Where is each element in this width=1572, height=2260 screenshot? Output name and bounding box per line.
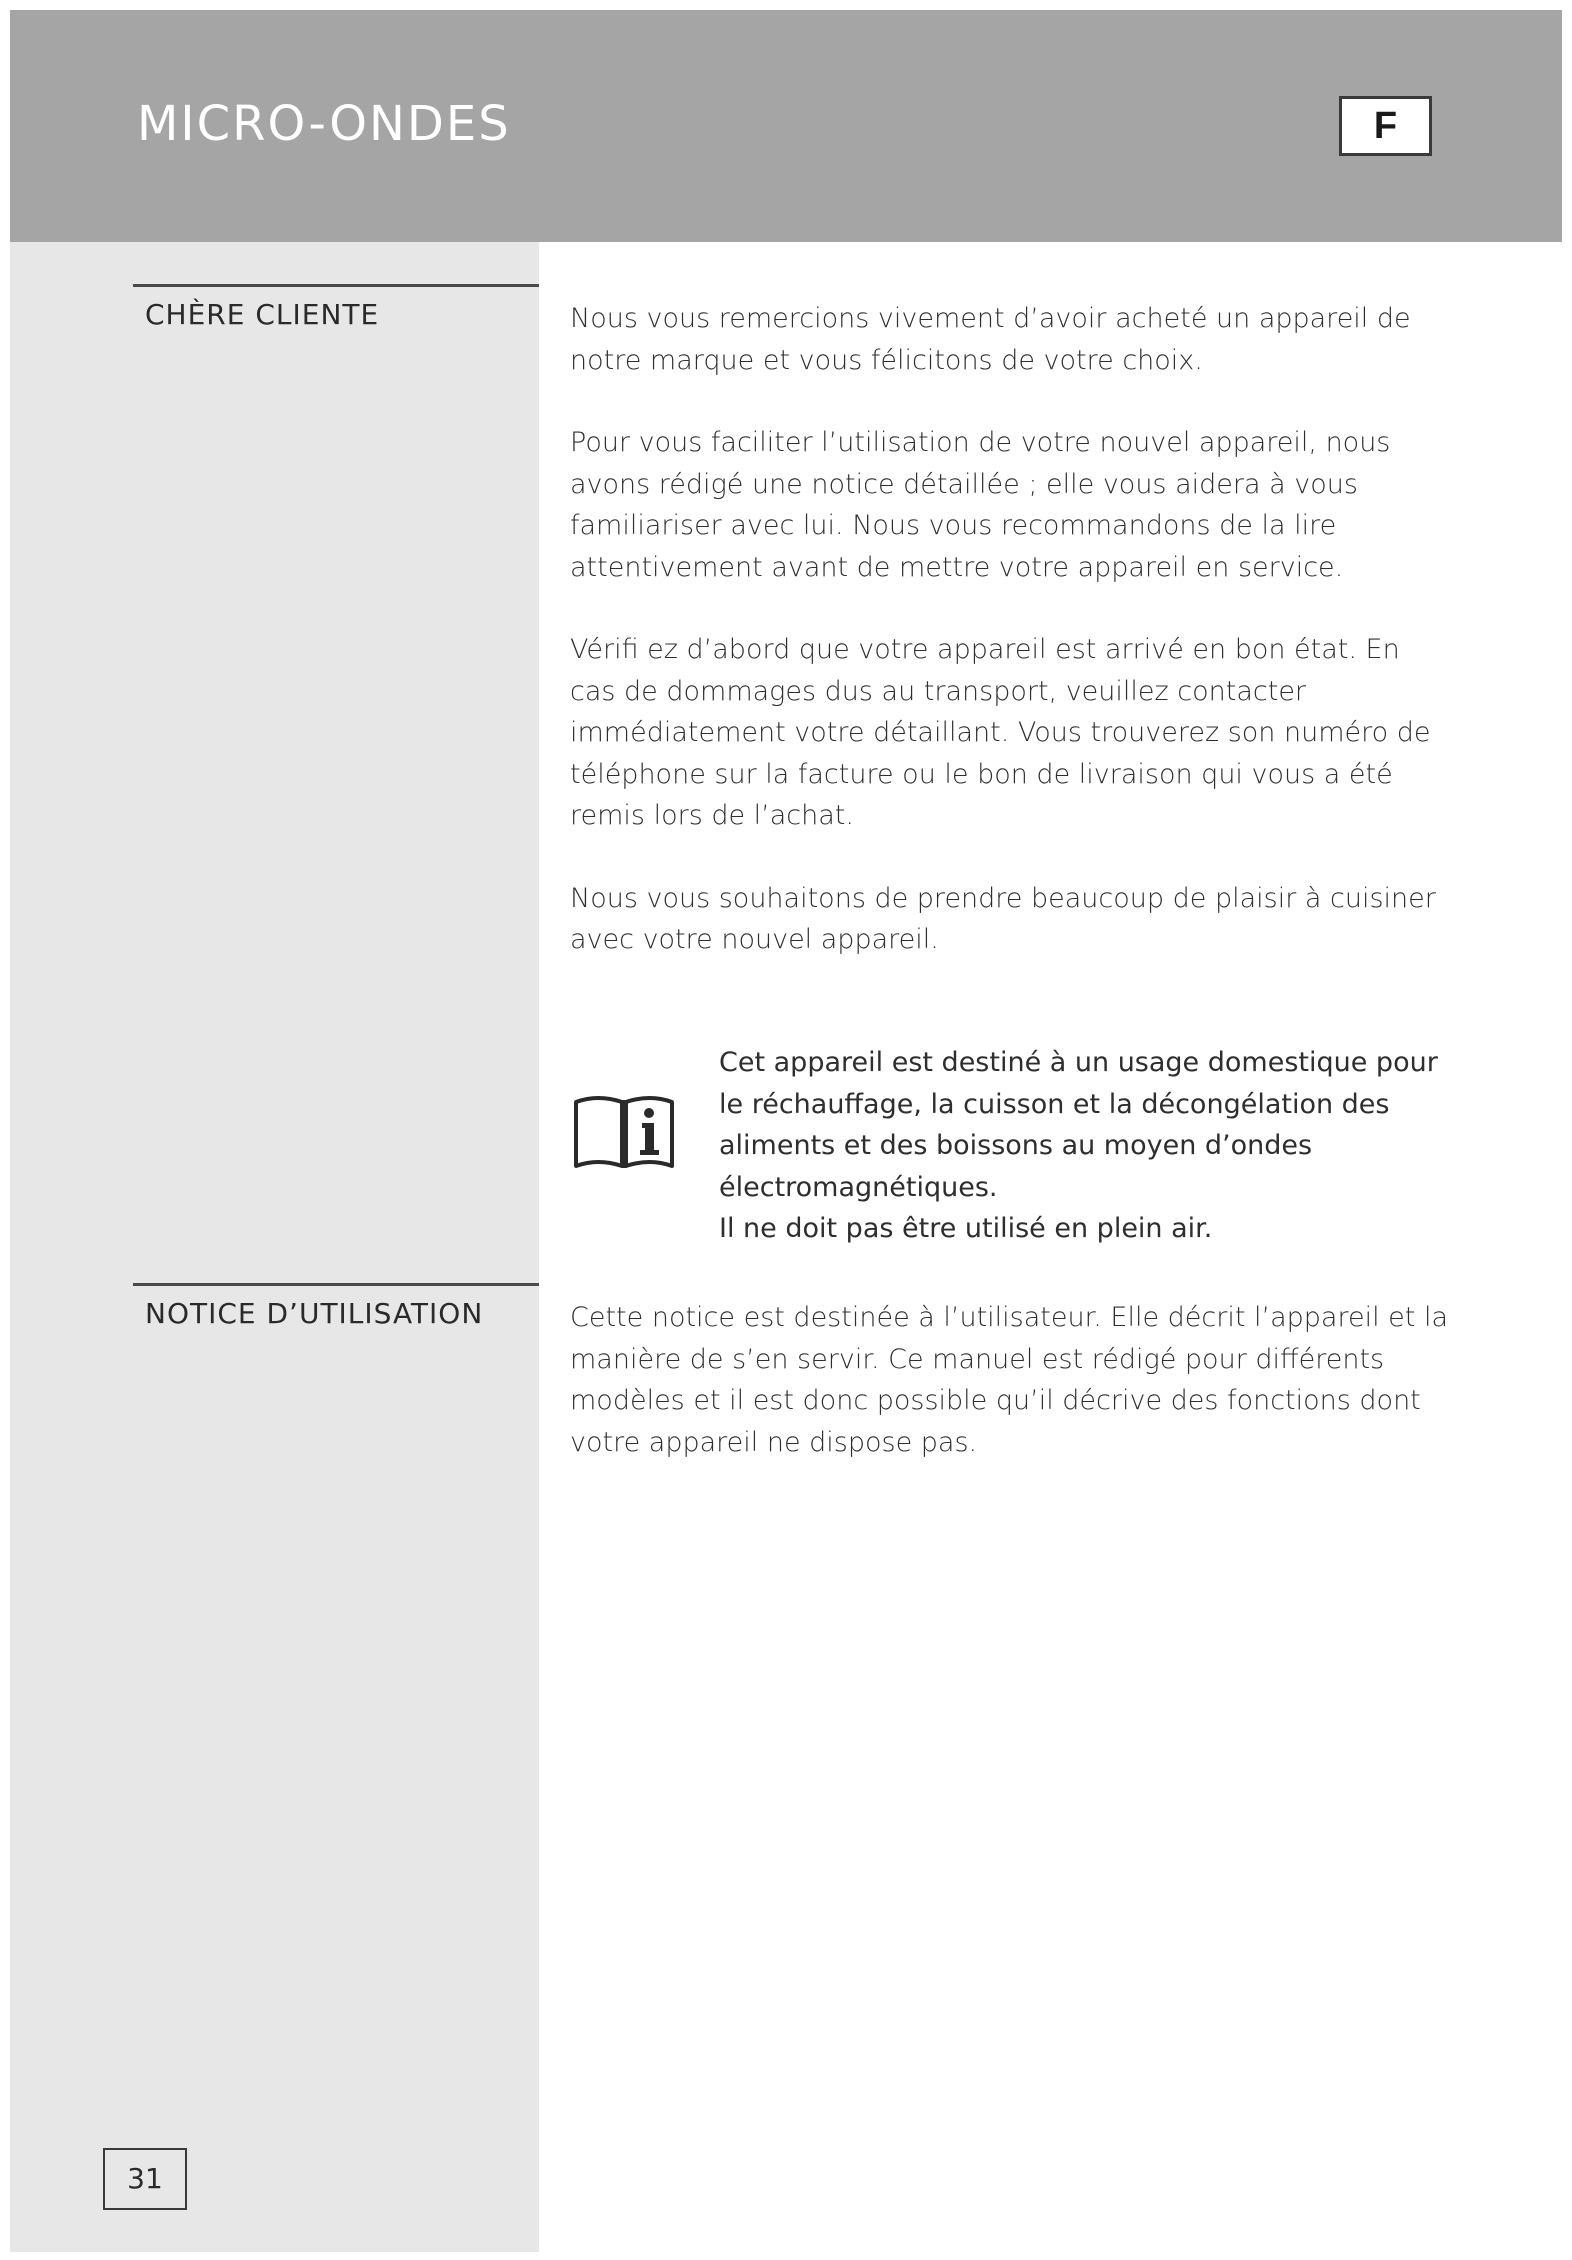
page-number: 31 <box>103 2148 187 2210</box>
info-note-text <box>719 1042 1459 1250</box>
section-heading-chere-cliente: CHÈRE CLIENTE <box>145 298 380 331</box>
notice-text-block <box>570 1297 1450 1504</box>
manual-info-icon <box>570 1088 678 1172</box>
section-divider <box>133 1283 539 1286</box>
paragraph: Vérifi ez d’abord que votre appareil est arrivé en bon état. En cas de dommages dus au transport, veuillez contacter immédiatement votre détaillant. Vous trouverez son numéro de téléphone sur la facture ou le bon de livraison qui vous a été remis lors de l’achat. <box>570 634 1431 831</box>
paragraph: Pour vous faciliter l’utilisation de votre nouvel appareil, nous avons rédigé une notice détaillée ; elle vous aidera à vous familiariser avec lui. Nous vous recommandons de la lire attentivement avant de mettre votre appareil en service. <box>570 427 1391 583</box>
sidebar-column <box>10 242 539 2252</box>
section-divider <box>133 284 539 287</box>
paragraph: Nous vous remercions vivement d’avoir acheté un appareil de notre marque et vous félicitons de votre choix. <box>570 303 1411 376</box>
paragraph: Cette notice est destinée à l’utilisateur. Elle décrit l’appareil et la manière de s’en servir. Ce manuel est rédigé pour différents modèles et il est donc possible qu’il décrive des fonctions dont votre appareil ne dispose pas. <box>570 1302 1448 1458</box>
info-note-paragraph: Cet appareil est destiné à un usage domestique pour le réchauffage, la cuisson et la décongélation des aliments et des boissons au moyen d’ondes électromagnétiques. <box>719 1047 1438 1203</box>
language-badge: F <box>1339 96 1432 156</box>
intro-text-block <box>570 298 1450 1002</box>
info-note-paragraph: Il ne doit pas être utilisé en plein air. <box>719 1213 1213 1244</box>
section-heading-notice-utilisation: NOTICE D’UTILISATION <box>145 1297 484 1330</box>
page-title: MICRO-ONDES <box>137 96 511 152</box>
paragraph: Nous vous souhaitons de prendre beaucoup de plaisir à cuisiner avec votre nouvel appareil. <box>570 882 1436 955</box>
